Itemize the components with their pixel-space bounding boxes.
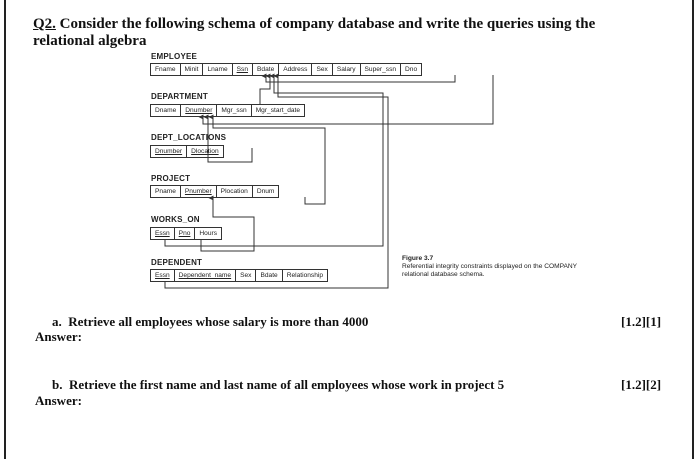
employee-key-attr: Ssn bbox=[233, 64, 253, 75]
dnum-fk-line bbox=[213, 117, 325, 204]
dependent-label: DEPENDENT bbox=[151, 258, 203, 267]
employee-attr: Minit bbox=[181, 64, 204, 75]
department-key-attr: Dnumber bbox=[181, 105, 217, 116]
project-key-attr: Pnumber bbox=[181, 186, 217, 197]
works-on-label: WORKS_ON bbox=[151, 215, 200, 224]
super-ssn-fk-line bbox=[266, 75, 455, 82]
dependent-attr: Sex bbox=[236, 270, 256, 281]
dependent-attr: Bdate bbox=[256, 270, 282, 281]
department-attr: Mgr_start_date bbox=[255, 107, 301, 114]
dept-locations-label: DEPT_LOCATIONS bbox=[151, 133, 227, 142]
works-on-attr: Hours bbox=[199, 230, 217, 237]
dept-locations-key-attr: Dlocation bbox=[191, 148, 219, 155]
pno-fk-line bbox=[201, 198, 254, 251]
dependent-key-attr: Dependent_name bbox=[175, 270, 236, 281]
part-b-question bbox=[52, 377, 504, 393]
mgr-ssn-fk-line bbox=[260, 76, 270, 104]
employee-attr: Dno bbox=[405, 66, 418, 73]
part-a-question bbox=[52, 314, 368, 330]
dependent-key-attr: Essn bbox=[151, 270, 175, 281]
department-label: DEPARTMENT bbox=[151, 92, 208, 101]
dependent-essn-fk-line bbox=[165, 76, 388, 288]
part-a-label: a. bbox=[52, 314, 62, 329]
part-a-marks: [1.2][1] bbox=[621, 314, 662, 329]
part-b-label: b. bbox=[52, 377, 63, 392]
employee-attr: Super_ssn bbox=[361, 64, 402, 75]
employee-attr: Fname bbox=[151, 64, 181, 75]
employee-attr: Salary bbox=[333, 64, 361, 75]
employee-label: EMPLOYEE bbox=[151, 52, 198, 61]
part-b-marks: [1.2][2] bbox=[621, 377, 662, 392]
figure-title: Figure 3.7 bbox=[402, 255, 434, 262]
dept-locations-key-attr: Dnumber bbox=[151, 146, 187, 157]
question-text: Consider the following schema of company database and write the queries using the relational algebra bbox=[33, 16, 596, 49]
employee-attr: Address bbox=[279, 64, 312, 75]
project-attr: Dnum bbox=[256, 188, 275, 195]
question-number: Q2. bbox=[33, 16, 56, 32]
figure-caption-text: Referential integrity constraints displayed on the COMPANY relational database schema. bbox=[402, 263, 577, 278]
project-label: PROJECT bbox=[151, 174, 191, 183]
part-a-answer-label: Answer: bbox=[35, 329, 82, 344]
project-attr: Pname bbox=[151, 186, 181, 197]
employee-attr: Bdate bbox=[253, 64, 279, 75]
part-a-text: Retrieve all employees whose salary is more than 4000 bbox=[68, 314, 369, 329]
department-attr: Mgr_ssn bbox=[217, 105, 251, 116]
employee-attr: Lname bbox=[203, 64, 232, 75]
employee-attr: Sex bbox=[312, 64, 332, 75]
part-b-answer-label: Answer: bbox=[35, 393, 82, 408]
part-b-text: Retrieve the first name and last name of all employees whose work in project 5 bbox=[68, 377, 505, 392]
dependent-attr: Relationship bbox=[286, 272, 324, 279]
works-on-key-attr: Essn bbox=[151, 228, 175, 239]
figure-caption bbox=[402, 255, 582, 279]
project-attr: Plocation bbox=[217, 186, 253, 197]
works-on-essn-fk-line bbox=[165, 76, 383, 246]
works-on-key-attr: Pno bbox=[175, 228, 196, 239]
department-attr: Dname bbox=[151, 105, 181, 116]
